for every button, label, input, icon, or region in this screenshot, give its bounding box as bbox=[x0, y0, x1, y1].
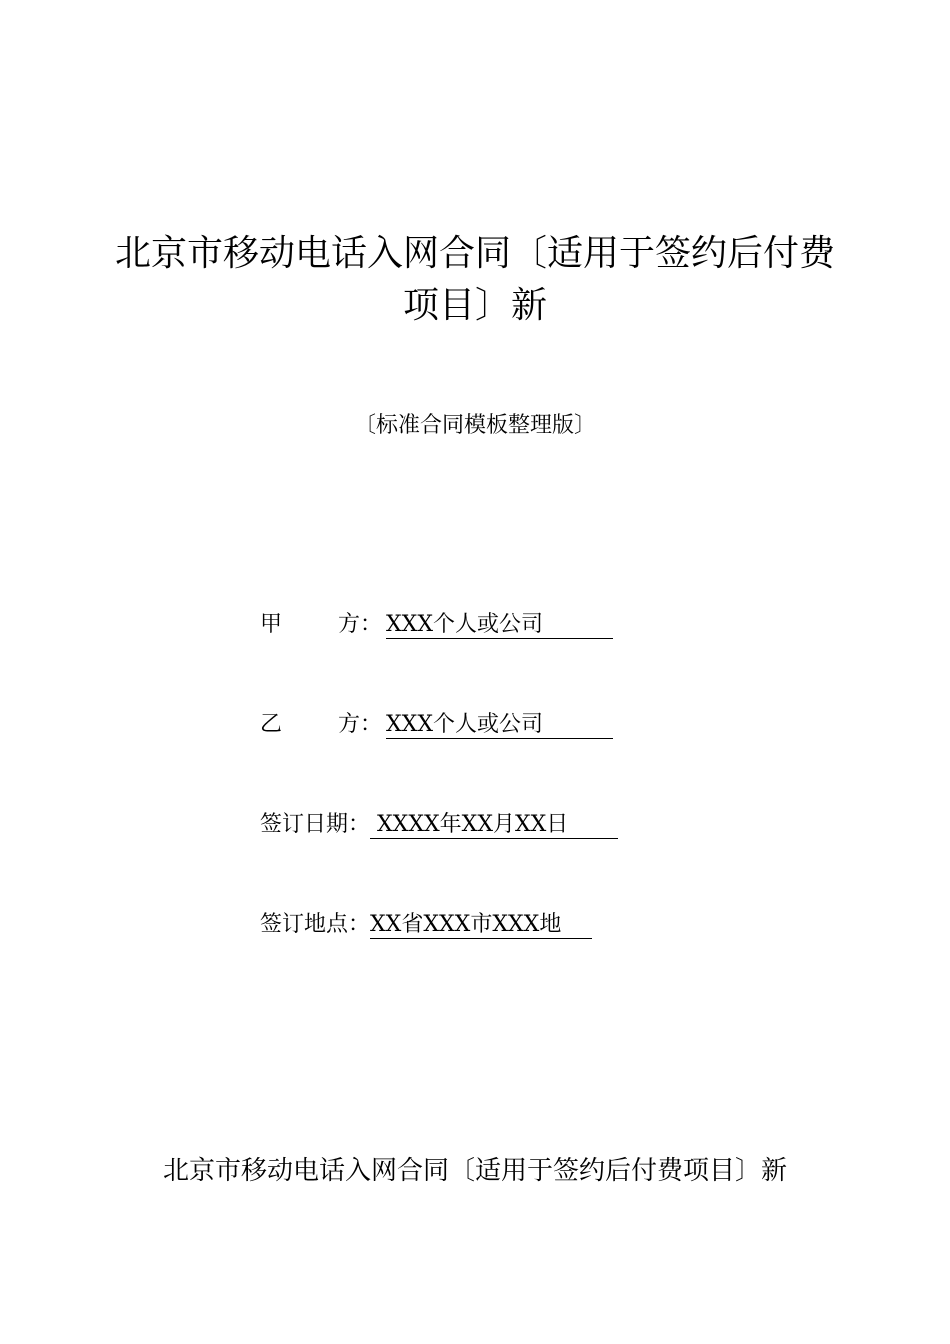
document-title bbox=[100, 228, 850, 332]
party-a-label-char: 甲 bbox=[260, 612, 283, 637]
party-a-field bbox=[260, 610, 613, 640]
sign-place-field bbox=[260, 910, 592, 940]
sign-date-field bbox=[260, 810, 618, 840]
document-footer: 北京市移动电话入网合同〔适用于签约后付费项目〕新 bbox=[162, 1156, 787, 1186]
party-b-label-char: 乙 bbox=[260, 712, 283, 737]
party-a-label bbox=[260, 610, 386, 640]
sign-place-label: 签订地点： bbox=[260, 912, 371, 937]
document-subtitle: 〔标准合同模板整理版〕 bbox=[353, 413, 596, 438]
party-b-label bbox=[260, 710, 386, 740]
sign-place-value: XX省XXX市XXX地 bbox=[370, 913, 592, 939]
party-a-value: XXX个人或公司 bbox=[386, 613, 613, 639]
party-b-label-suffix: 方： bbox=[338, 712, 383, 737]
party-b-field bbox=[260, 710, 613, 740]
title-line-1: 北京市移动电话入网合同〔适用于签约后付费 bbox=[114, 233, 835, 274]
sign-date-value: XXXX年XX月XX日 bbox=[370, 813, 618, 839]
sign-date-label: 签订日期： bbox=[260, 812, 371, 837]
party-b-value: XXX个人或公司 bbox=[386, 713, 613, 739]
party-a-label-suffix: 方： bbox=[338, 612, 383, 637]
title-line-2: 项目〕新 bbox=[402, 285, 547, 326]
